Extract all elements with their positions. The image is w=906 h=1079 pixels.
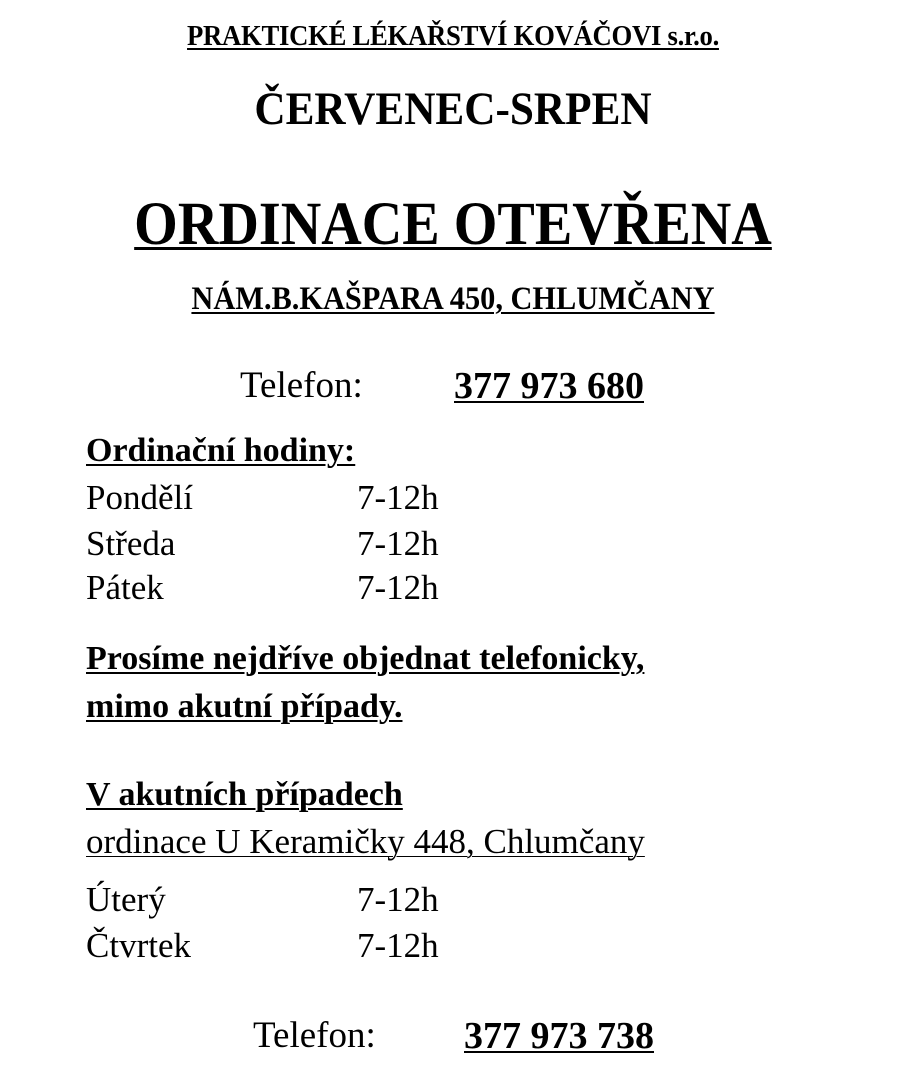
acute-time-tuesday: 7-12h: [357, 880, 439, 919]
hours-time-monday: 7-12h: [357, 478, 439, 517]
acute-phone-number: 377 973 738: [464, 1015, 654, 1057]
acute-day-tuesday: Úterý: [86, 880, 166, 919]
office-hours-heading: Ordinační hodiny:: [86, 432, 356, 469]
acute-time-thursday: 7-12h: [357, 926, 439, 965]
booking-notice-line2: mimo akutní případy.: [86, 688, 403, 725]
main-phone-number: 377 973 680: [454, 365, 644, 407]
main-address: NÁM.B.KAŠPARA 450, CHLUMČANY: [191, 281, 715, 317]
acute-address: ordinace U Keramičky 448, Chlumčany: [86, 822, 645, 861]
hours-time-wednesday: 7-12h: [357, 524, 439, 563]
acute-phone-label: Telefon:: [253, 1015, 376, 1056]
main-phone-label: Telefon:: [240, 365, 363, 406]
hours-day-wednesday: Středa: [86, 524, 176, 563]
acute-day-thursday: Čtvrtek: [86, 926, 191, 965]
status-title: ORDINACE OTEVŘENA: [134, 191, 772, 258]
hours-time-friday: 7-12h: [357, 568, 439, 607]
hours-day-friday: Pátek: [86, 568, 164, 607]
company-name: PRAKTICKÉ LÉKAŘSTVÍ KOVÁČOVI s.r.o.: [187, 20, 719, 52]
period-title: ČERVENEC-SRPEN: [254, 83, 652, 135]
acute-cases-heading: V akutních případech: [86, 776, 403, 813]
booking-notice-line1: Prosíme nejdříve objednat telefonicky,: [86, 640, 645, 677]
hours-day-monday: Pondělí: [86, 478, 193, 517]
